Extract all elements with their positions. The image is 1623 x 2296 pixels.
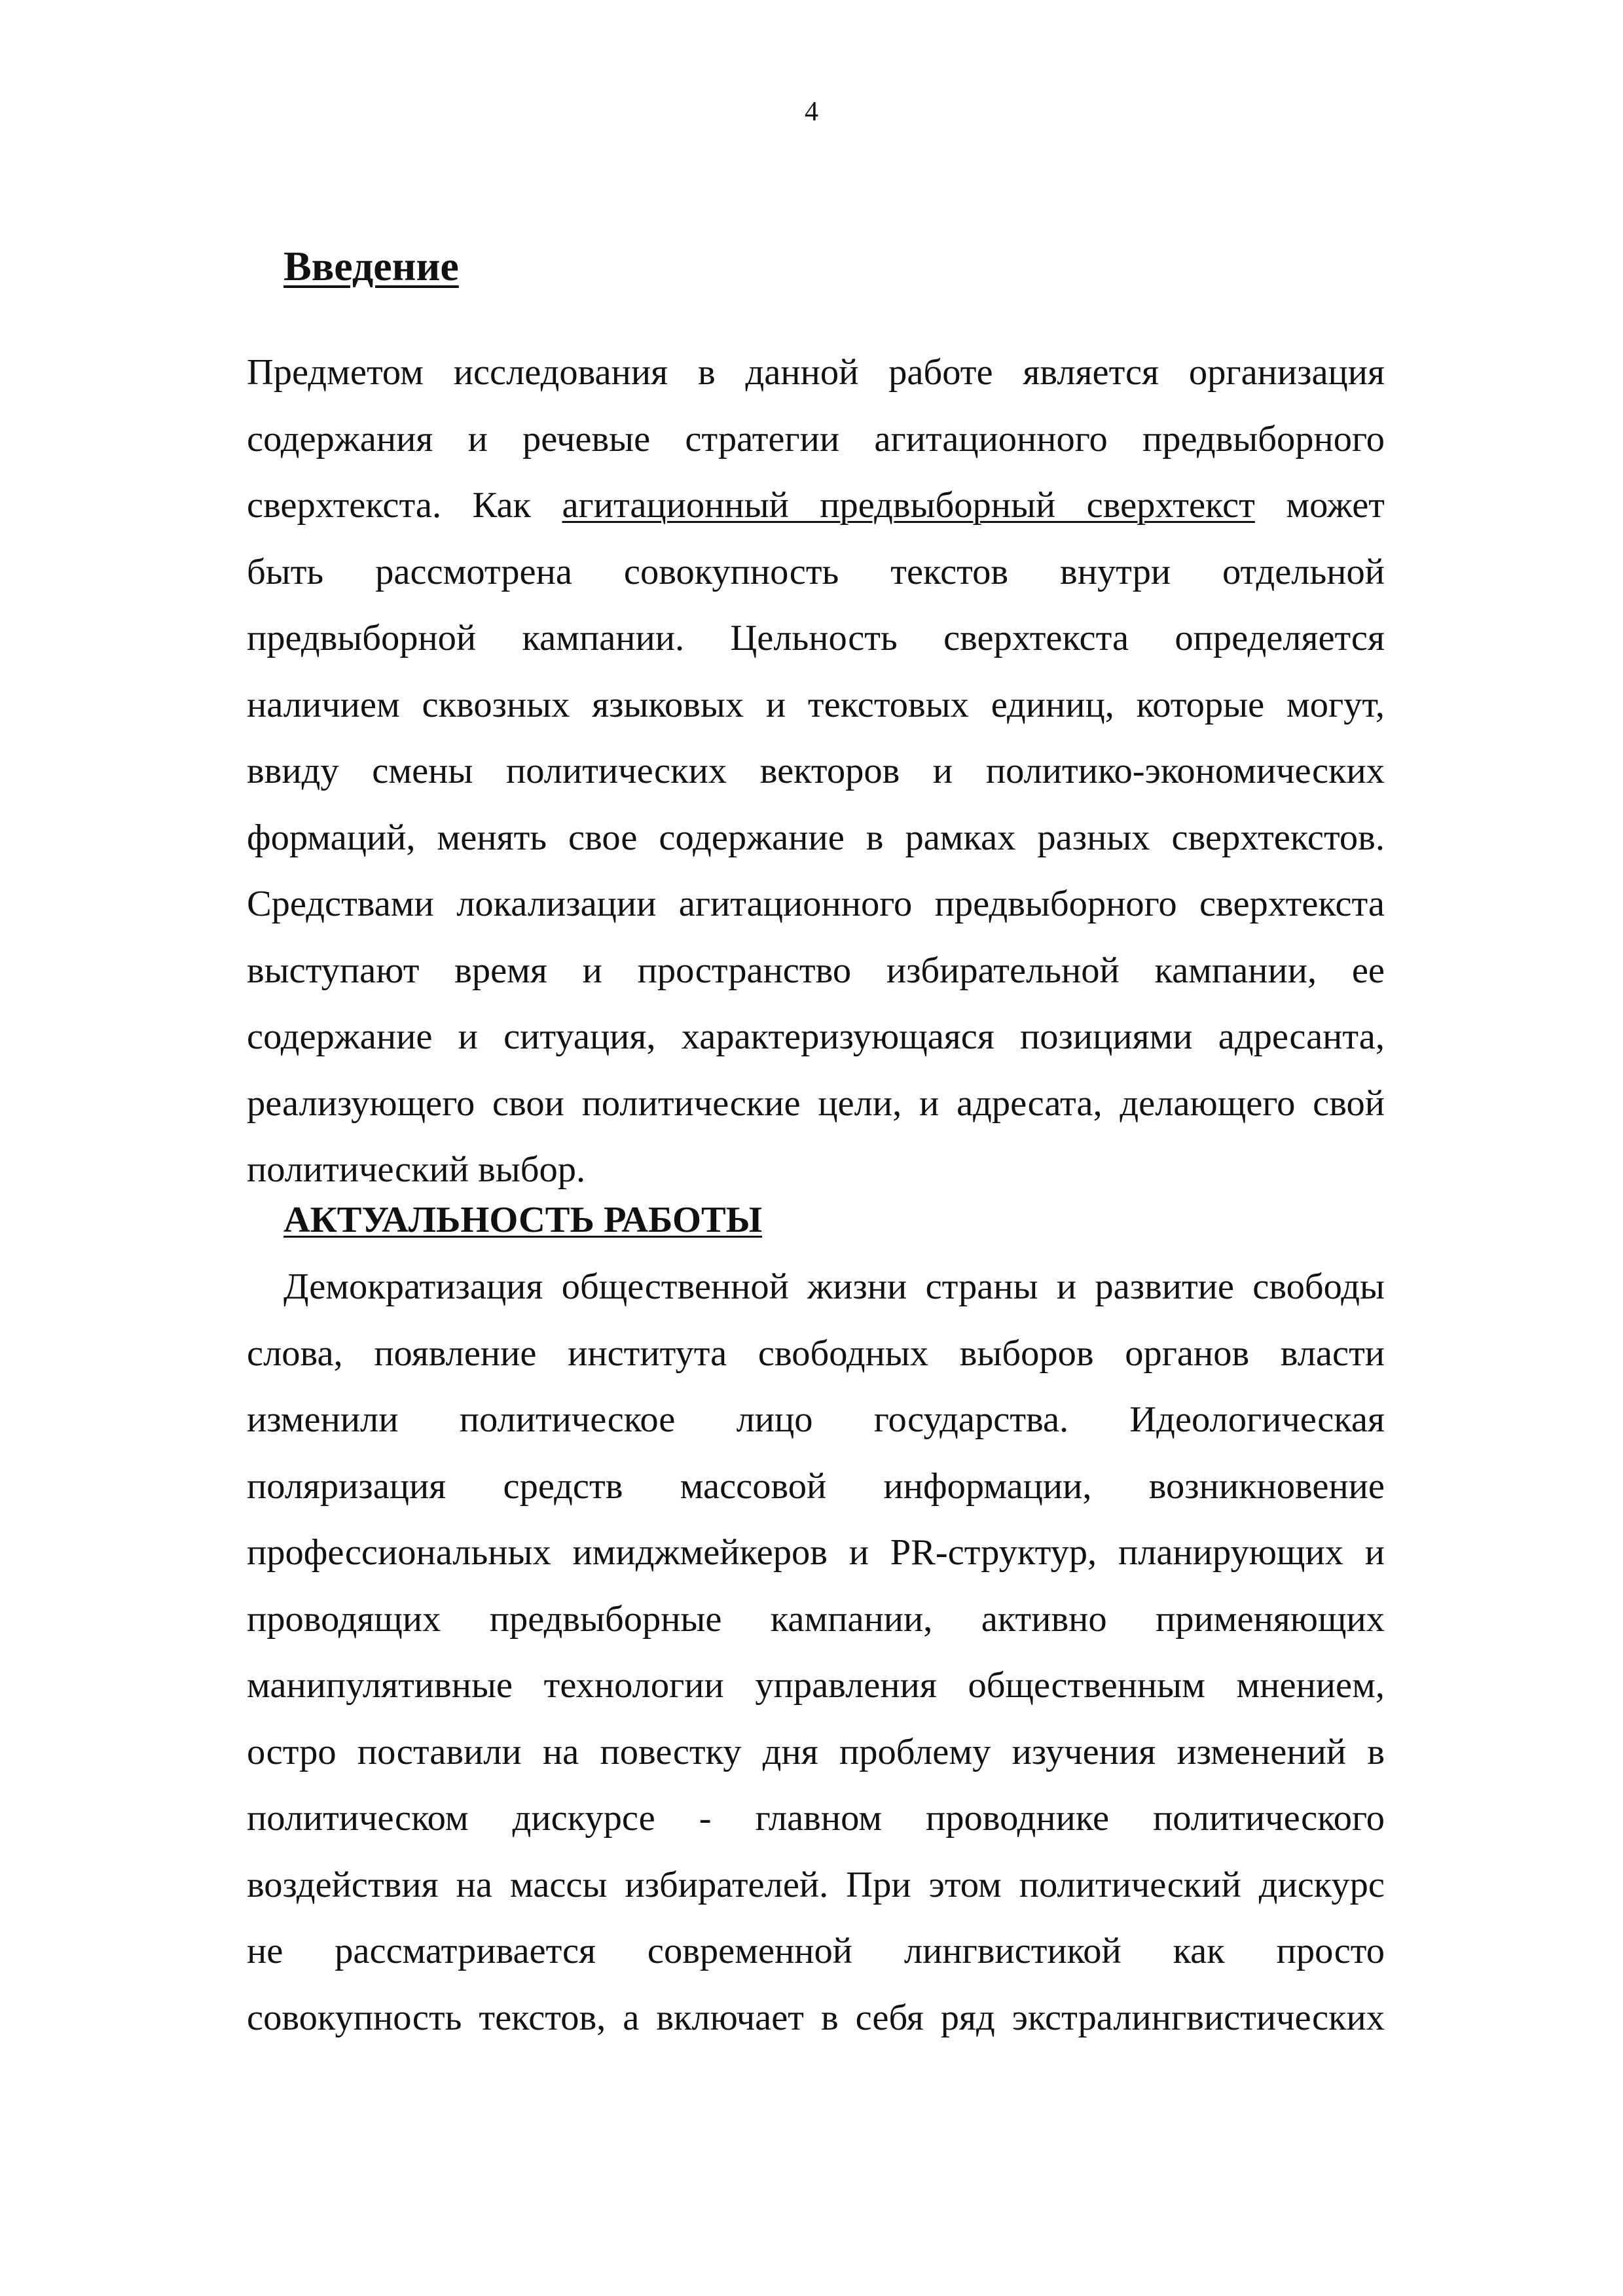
text-line — [247, 473, 1385, 539]
text-line: реализующего свои политические цели, и адресата, делающего свой — [247, 1083, 1385, 1124]
text-line: содержания и речевые стратегии агитационного предвыборного — [247, 418, 1385, 459]
text-line: политический выбор. — [247, 1149, 586, 1190]
relevance-paragraph — [247, 1254, 1385, 2051]
text-line: выступают время и пространство избирательной кампании, ее — [247, 950, 1385, 991]
text-line: воздействия на массы избирателей. При этом политический дискурс — [247, 1864, 1385, 1905]
text-line: политическом дискурсе - главном проводнике политического — [247, 1798, 1385, 1839]
text-line: профессиональных имиджмейкеров и PR-структур, планирующих и — [247, 1532, 1385, 1573]
text-line: содержание и ситуация, характеризующаяся позициями адресанта, — [247, 1016, 1385, 1057]
text-line: не рассматривается современной лингвистикой как просто — [247, 1931, 1385, 1971]
text-line: предвыборной кампании. Цельность сверхтекста определяется — [247, 618, 1385, 658]
text-line: ввиду смены политических векторов и политико-экономических — [247, 751, 1385, 791]
underlined-term: агитационный предвыборный сверхтекст — [562, 485, 1255, 526]
page-number: 4 — [805, 97, 818, 127]
text-line: Средствами локализации агитационного предвыборного сверхтекста — [247, 884, 1385, 924]
text-fragment: может — [1254, 485, 1385, 526]
text-line: изменили политическое лицо государства. Идеологическая — [247, 1399, 1385, 1440]
text-line: быть рассмотрена совокупность текстов внутри отдельной — [247, 551, 1385, 592]
text-line: формаций, менять свое содержание в рамках разных сверхтекстов. — [247, 817, 1385, 858]
text-line: Демократизация общественной жизни страны и развитие свободы — [283, 1266, 1385, 1307]
text-fragment: сверхтекста. Как — [247, 485, 562, 526]
text-line: слова, появление института свободных выборов органов власти — [247, 1333, 1385, 1374]
text-line: Предметом исследования в данной работе является организация — [247, 352, 1385, 393]
section-subtitle: АКТУАЛЬНОСТЬ РАБОТЫ — [283, 1200, 763, 1240]
section-title: Введение — [283, 243, 459, 289]
text-line: наличием сквозных языковых и текстовых единиц, которые могут, — [247, 684, 1385, 725]
text-line: манипулятивные технологии управления общественным мнением, — [247, 1665, 1385, 1706]
text-line: поляризация средств массовой информации, возникновение — [247, 1465, 1385, 1507]
text-line: остро поставили на повестку дня проблему изучения изменений в — [247, 1731, 1385, 1772]
text-line: проводящих предвыборные кампании, активно применяющих — [247, 1598, 1385, 1640]
intro-paragraph — [247, 340, 1385, 1204]
text-line: совокупность текстов, а включает в себя ряд экстралингвистических — [247, 1997, 1385, 2038]
